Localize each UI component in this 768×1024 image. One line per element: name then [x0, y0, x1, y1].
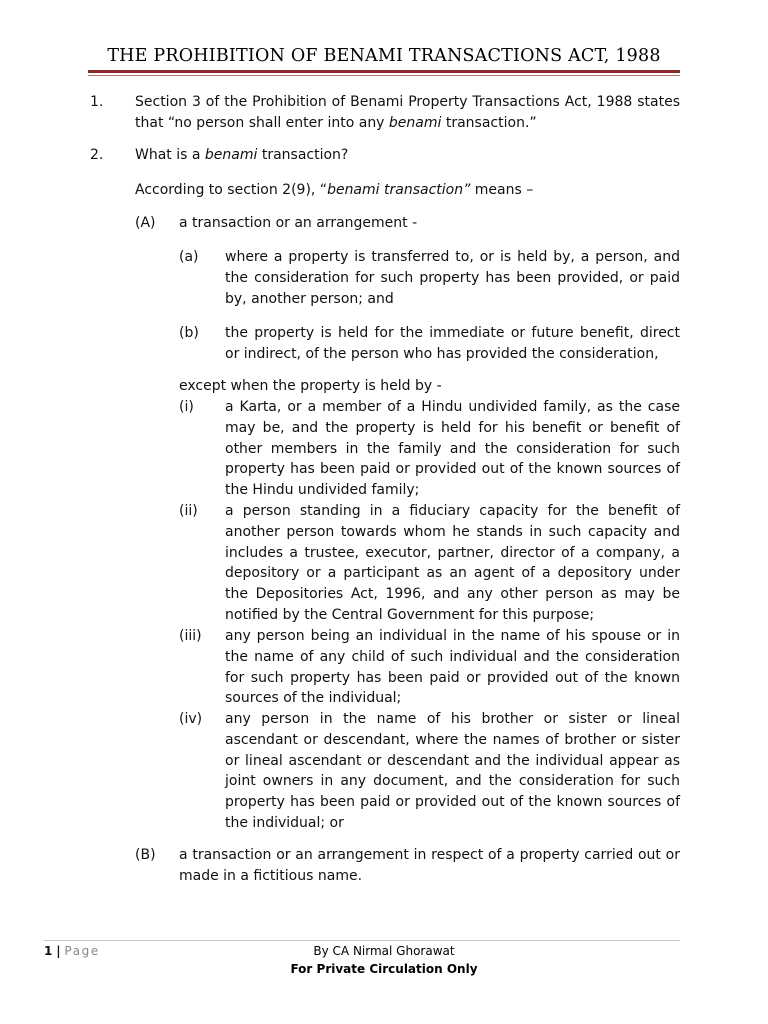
p3-italic-term: benami transaction”: [327, 182, 471, 198]
exception-ii-label: (ii): [179, 503, 198, 519]
clause-B-text: a transaction or an arrangement in respect of a property carried out or made in a fictitious name.: [179, 847, 680, 884]
paragraph-1-line-1: Section 3 of the Prohibition of Benami Property Transactions Act, 1988 states: [135, 94, 680, 110]
p1-text-c: transaction.”: [441, 114, 537, 131]
definition-intro: [135, 180, 533, 201]
exception-i-label: (i): [179, 399, 194, 415]
footer-author: By CA Nirmal Ghorawat: [313, 944, 455, 958]
clause-B-label: (B): [135, 847, 156, 863]
clause-b-label: (b): [179, 325, 199, 341]
item-number-1: 1.: [90, 94, 104, 110]
page-number-separator: |: [56, 944, 61, 958]
exception-ii-text: a person standing in a fiduciary capacity for the benefit of another person towards whom he stands in such capacity and includes a trustee, executor, partner, director of a company, a depository or a participant as an agent of a depository under the Depositories Act, 1996, and any other person as may be notified by the Central Government for this purpose;: [225, 503, 680, 623]
page-label: Page: [64, 944, 100, 958]
exception-i-text: a Karta, or a member of a Hindu undivided family, as the case may be, and the property is held for his benefit or benefit of other members in the family and the consideration for such property has been paid or provided out of the known sources of the Hindu undivided family;: [225, 399, 680, 499]
paragraph-2: [135, 145, 348, 166]
clause-a-text: where a property is transferred to, or is held by, a person, and the consideration for such property has been provided, or paid by, another person; and: [225, 249, 680, 307]
clause-a-label: (a): [179, 249, 199, 265]
item-number-2: 2.: [90, 147, 104, 163]
paragraph-1: [135, 92, 680, 134]
footer-rule: [44, 940, 680, 941]
exception-iv-label: (iv): [179, 711, 203, 727]
clause-A-label: (A): [135, 215, 156, 231]
clause-A-text: a transaction or an arrangement -: [179, 215, 418, 231]
clause-b-text: the property is held for the immediate or future benefit, direct or indirect, of the person who has provided the consideration,: [225, 325, 680, 362]
p1-italic-benami: benami: [388, 114, 442, 131]
exception-iii-text: any person being an individual in the name of his spouse or in the name of any child of such individual and the consideration for such property has been paid or provided out of the known sources of the individual;: [225, 628, 680, 707]
p3-text-a: According to section 2(9), “: [135, 182, 328, 198]
exception-iv-text: any person in the name of his brother or sister or lineal ascendant or descendant, where the names of brother or sister or lineal ascendant or descendant and the individual appear as joint owners in any document, and the consideration for such property has been paid or provided out of the known sources of the individual; or: [225, 711, 680, 831]
title-rule-thick: [88, 70, 680, 73]
footer-circulation: For Private Circulation Only: [290, 962, 478, 976]
page-number-value: 1: [44, 944, 53, 958]
p2-text-c: transaction?: [257, 147, 349, 163]
exception-intro: except when the property is held by -: [179, 378, 442, 394]
paragraph-1-line-2: [135, 113, 680, 134]
exception-iii-label: (iii): [179, 628, 202, 644]
p2-italic-benami: benami: [204, 147, 258, 163]
p1-text-a: that “no person shall enter into any: [135, 114, 389, 131]
page-title: THE PROHIBITION OF BENAMI TRANSACTIONS ACT, 1988: [107, 46, 661, 66]
title-rule-thin: [88, 75, 680, 76]
p2-text-a: What is a: [135, 147, 205, 163]
p3-text-c: means –: [470, 182, 534, 198]
